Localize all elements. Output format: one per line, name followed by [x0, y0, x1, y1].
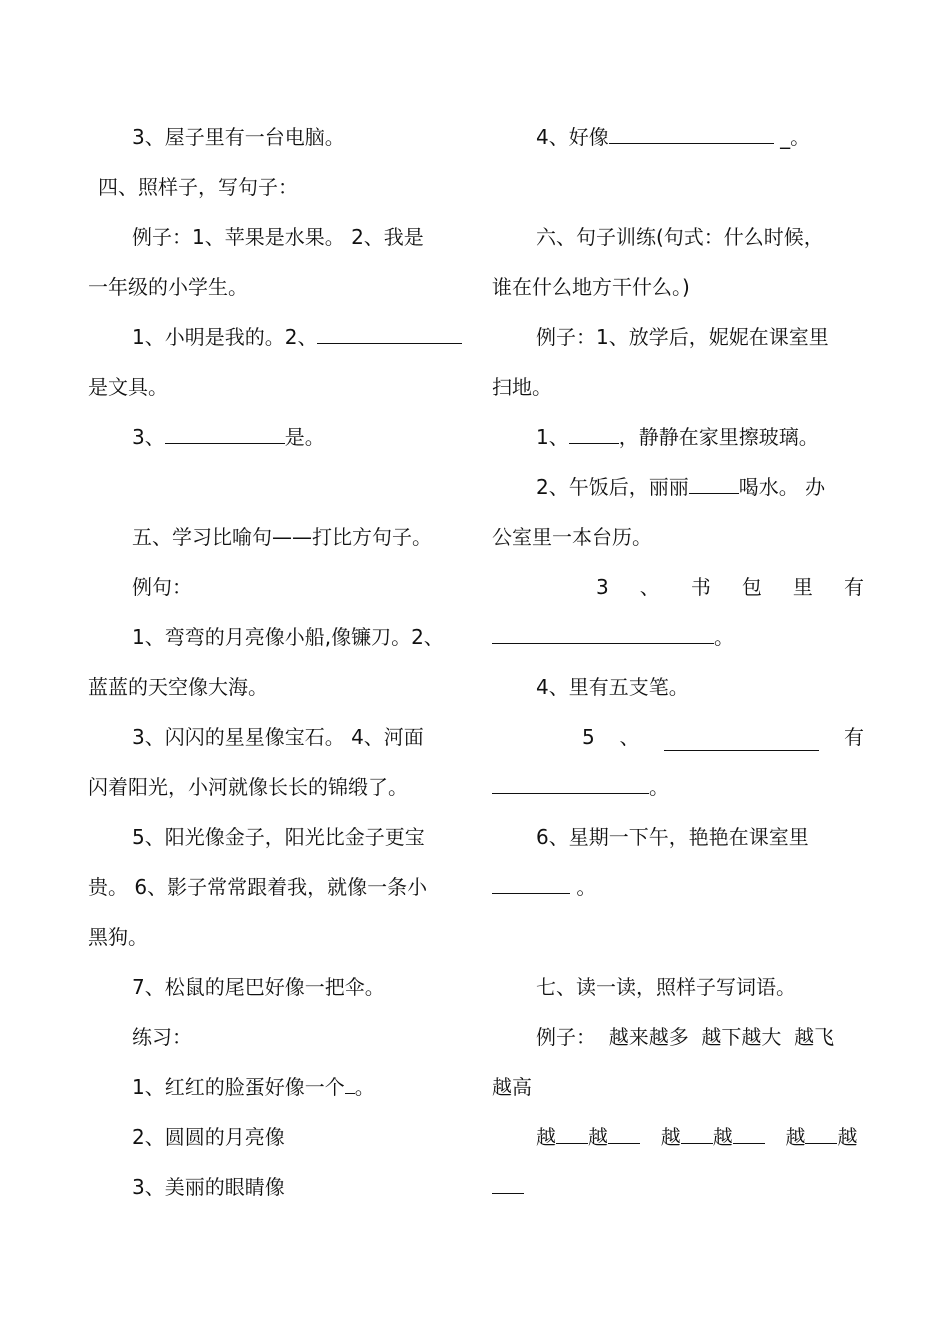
section-5-heading: 五、学习比喻句——打比方句子。: [132, 525, 432, 549]
simile-3-line-b: 闪着阳光，小河就像长长的锦缎了。: [88, 775, 408, 799]
answer-blank[interactable]: [492, 875, 570, 894]
q3-char: 包: [741, 575, 762, 599]
yue-char: 越: [837, 1125, 858, 1149]
section-4-heading: 四、照样子，写句子：: [98, 175, 298, 199]
section-6-heading-a: 六、句子训练(句式：什么时候，: [536, 225, 824, 249]
period: 。: [354, 1075, 375, 1099]
answer-blank[interactable]: [317, 325, 462, 344]
example-line-2: 一年级的小学生。: [88, 275, 248, 299]
answer-blank[interactable]: [805, 1125, 837, 1144]
yue-char: 越: [785, 1125, 806, 1149]
answer-blank[interactable]: [608, 1125, 640, 1144]
section-6-q3-answer: [492, 612, 864, 662]
yue-char: 越: [588, 1125, 608, 1149]
q2-text-end: 喝水。 办: [738, 475, 826, 499]
answer-blank[interactable]: [345, 1075, 355, 1094]
question-3-number: 3、: [132, 425, 165, 449]
q3-char: 书: [690, 575, 711, 599]
answer-blank[interactable]: [492, 625, 714, 644]
q3-char: 、: [639, 575, 660, 599]
question-1-continued: 是文具。: [88, 375, 168, 399]
period: 。: [714, 625, 734, 649]
left-column: [88, 112, 460, 1212]
section-6-q2-continued: 公室里一本台历。: [492, 525, 652, 549]
section-6-q5-spaced: [492, 712, 864, 762]
answer-blank[interactable]: [689, 475, 739, 494]
question-4-text: 4、好像: [536, 125, 609, 149]
section-7-example-a: 例子： 越来越多 越下越大 越飞: [536, 1025, 835, 1049]
practice-2: 2、圆圆的月亮像: [132, 1125, 285, 1149]
section-7-heading: 七、读一读，照样子写词语。: [536, 975, 796, 999]
section-6-heading-b: 谁在什么地方干什么。): [492, 275, 690, 299]
simile-3-line-a: 3、闪闪的星星像宝石。 4、河面: [132, 725, 424, 749]
answer-blank[interactable]: [569, 425, 619, 444]
q5-separator: 、: [619, 725, 640, 749]
section-7-fill-continued: [492, 1162, 864, 1212]
q3-char: 有: [843, 575, 864, 599]
q1-number: 1、: [536, 425, 569, 449]
q3-char: 里: [792, 575, 813, 599]
simile-5-line-a: 5、阳光像金子，阳光比金子更宝: [132, 825, 425, 849]
q2-text: 2、午饭后，丽丽: [536, 475, 689, 499]
example-sentences-label: 例句：: [132, 575, 192, 599]
answer-blank[interactable]: [492, 775, 649, 794]
simile-7: 7、松鼠的尾巴好像一把伞。: [132, 975, 385, 999]
simile-1-line-b: 蓝蓝的天空像大海。: [88, 675, 268, 699]
q5-number: 5: [582, 725, 595, 749]
yue-char: 越: [536, 1125, 556, 1149]
answer-blank[interactable]: [681, 1125, 713, 1144]
answer-blank[interactable]: [609, 125, 774, 144]
q1-text: ，静静在家里擦玻璃。: [618, 425, 819, 449]
simile-5-line-b: 贵。 6、影子常常跟着我，就像一条小: [88, 875, 428, 899]
practice-1: [88, 1062, 460, 1112]
period: 。: [570, 875, 597, 899]
section-6-q1: [492, 412, 864, 462]
right-column: [492, 112, 864, 1212]
answer-blank[interactable]: [556, 1125, 588, 1144]
example-line-1: 例子：1、苹果是水果。 2、我是: [132, 225, 424, 249]
question-1-line: [88, 312, 460, 362]
q3-char: 3: [596, 575, 609, 599]
right-question-4: [492, 112, 864, 162]
section-7-example-b: 越高: [492, 1075, 532, 1099]
simile-5-line-c: 黑狗。: [88, 925, 148, 949]
q5-text: 有: [843, 725, 864, 749]
section-6-q2: [492, 462, 864, 512]
section-7-fill-line: [492, 1112, 864, 1162]
section-6-q4: 4、里有五支笔。: [536, 675, 689, 699]
practice-1-text: 1、红红的脸蛋好像一个: [132, 1075, 345, 1099]
section-6-q6: 6、星期一下午，艳艳在课室里: [536, 825, 809, 849]
practice-3: 3、美丽的眼睛像: [132, 1175, 285, 1199]
practice-label: 练习：: [132, 1025, 192, 1049]
yue-char: 越: [712, 1125, 733, 1149]
answer-blank[interactable]: [733, 1125, 765, 1144]
period: _。: [780, 125, 811, 149]
question-3-line: [88, 412, 460, 462]
section-6-example-b: 扫地。: [492, 375, 552, 399]
section-6-q3-spaced: [492, 562, 864, 612]
sentence-3-computer: 3、屋子里有一台电脑。: [132, 125, 345, 149]
period: 。: [649, 775, 669, 799]
section-6-example-a: 例子：1、放学后，妮妮在课室里: [536, 325, 829, 349]
answer-blank[interactable]: [492, 1175, 524, 1194]
question-1-text: 1、小明是我的。2、: [132, 325, 318, 349]
simile-1-line-a: 1、弯弯的月亮像小船,像镰刀。2、: [132, 625, 444, 649]
answer-blank[interactable]: [165, 425, 285, 444]
answer-blank[interactable]: [664, 732, 819, 751]
section-6-q6-answer: [492, 862, 864, 912]
question-3-suffix: 是。: [284, 425, 325, 449]
yue-char: 越: [660, 1125, 681, 1149]
section-6-q5-answer: [492, 762, 864, 812]
